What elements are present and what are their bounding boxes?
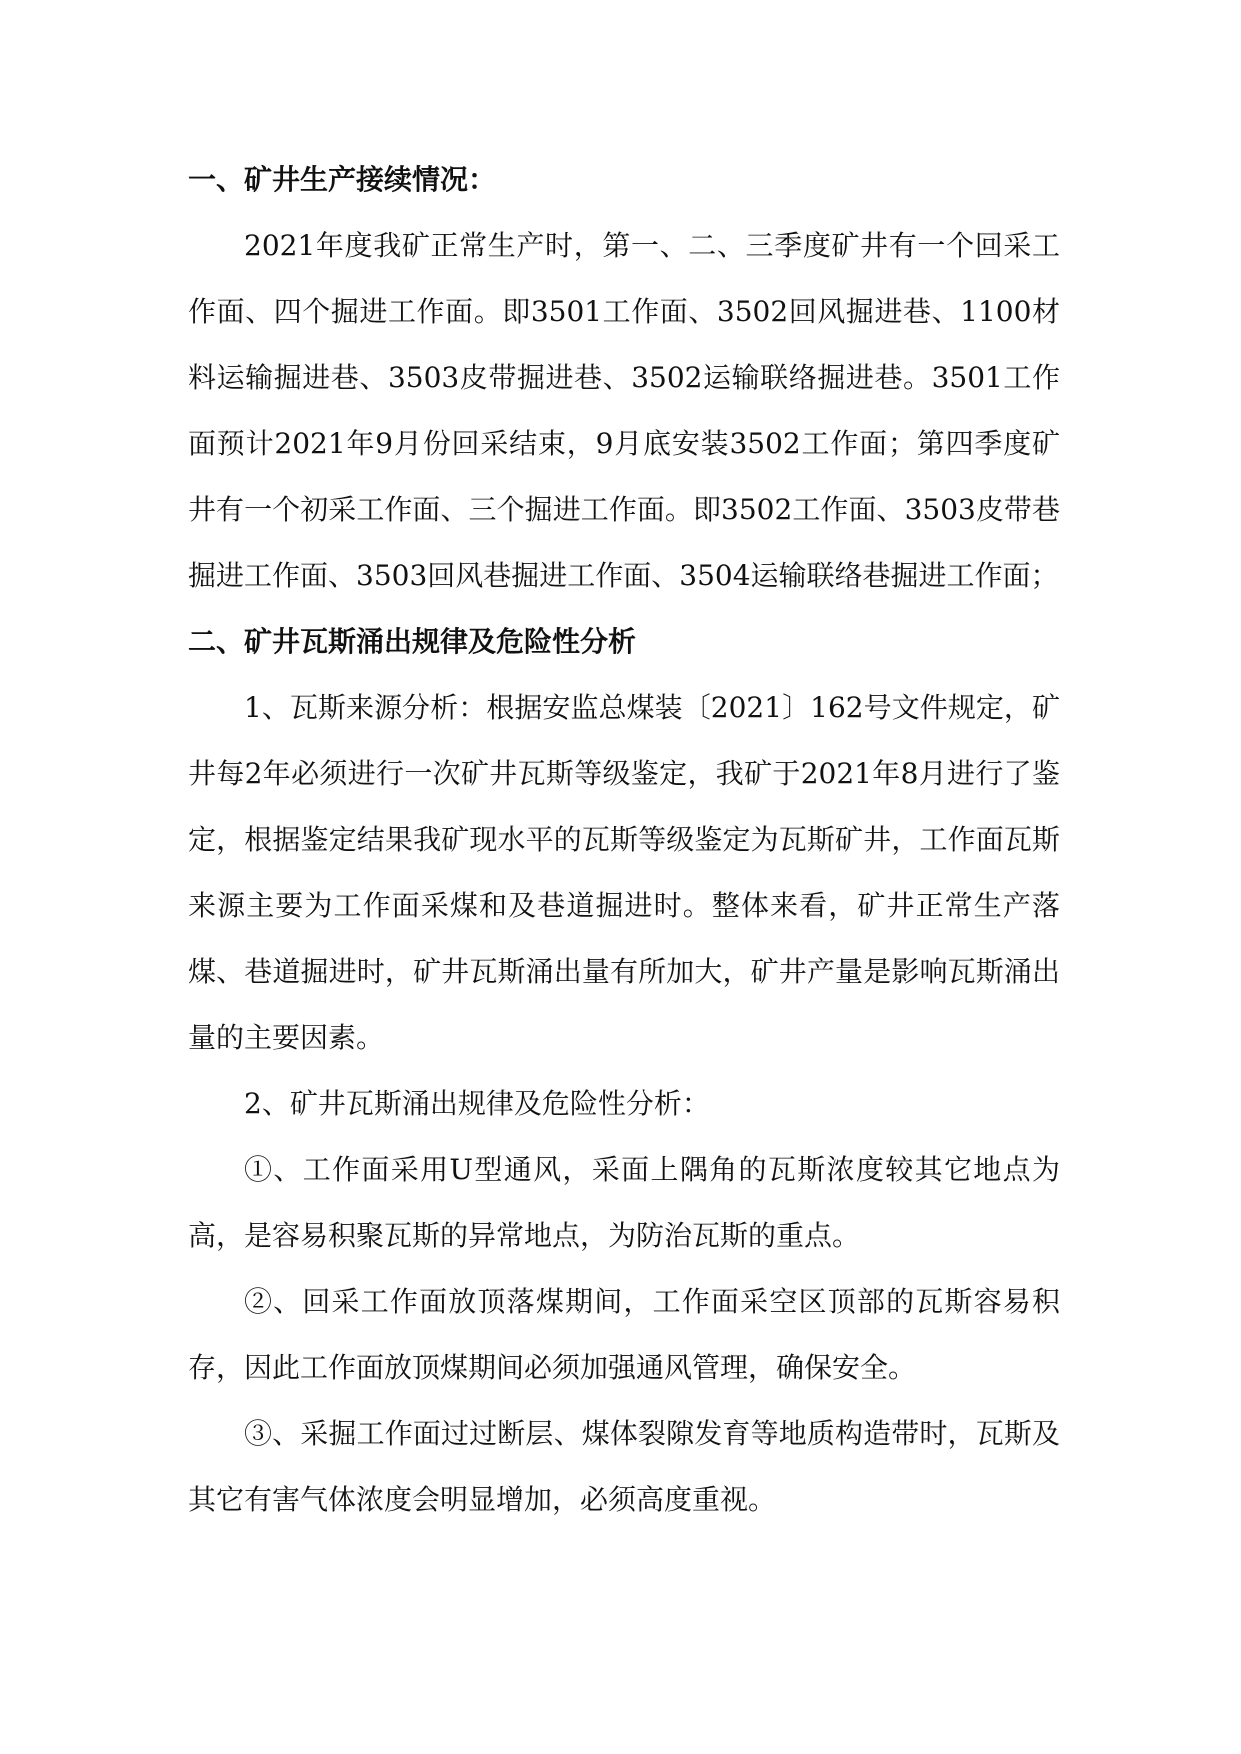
section-heading-gas-analysis: 二、矿井瓦斯涌出规律及危险性分析 — [188, 625, 637, 658]
paragraph-production-status: 2021年度我矿正常生产时，第一、二、三季度矿井有一个回采工作面、四个掘进工作面。即3501工作面、3502回风掘进巷、1100材料运输掘进巷、3503皮带掘进巷、3502运输联络掘进巷。3501工作面预计2021年9月份回采结束，9月底安装3502工作面；第四季度矿井有一个初采工作面、三个掘进工作面。即3502工作面、3503皮带巷掘进工作面、3503回风巷掘进工作面、3504运输联络巷掘进工作面； — [188, 229, 1060, 592]
document-body — [188, 147, 1060, 1533]
paragraph-item-1: ①、工作面采用U型通风，采面上隅角的瓦斯浓度较其它地点为高，是容易积聚瓦斯的异常地点，为防治瓦斯的重点。 — [188, 1153, 1060, 1252]
paragraph-item-3: ③、采掘工作面过过断层、煤体裂隙发育等地质构造带时，瓦斯及其它有害气体浓度会明显增加，必须高度重视。 — [188, 1417, 1060, 1516]
section-heading-production: 一、矿井生产接续情况： — [188, 163, 497, 196]
paragraph-item-2: ②、回采工作面放顶落煤期间，工作面采空区顶部的瓦斯容易积存，因此工作面放顶煤期间必须加强通风管理，确保安全。 — [188, 1285, 1060, 1384]
paragraph-gas-pattern-title: 2、矿井瓦斯涌出规律及危险性分析： — [244, 1087, 710, 1120]
paragraph-gas-source: 1、瓦斯来源分析：根据安监总煤装〔2021〕162号文件规定，矿井每2年必须进行一次矿井瓦斯等级鉴定，我矿于2021年8月进行了鉴定，根据鉴定结果我矿现水平的瓦斯等级鉴定为瓦斯矿井，工作面瓦斯来源主要为工作面采煤和及巷道掘进时。整体来看，矿井正常生产落煤、巷道掘进时，矿井瓦斯涌出量有所加大，矿井产量是影响瓦斯涌出量的主要因素。 — [188, 691, 1060, 1054]
